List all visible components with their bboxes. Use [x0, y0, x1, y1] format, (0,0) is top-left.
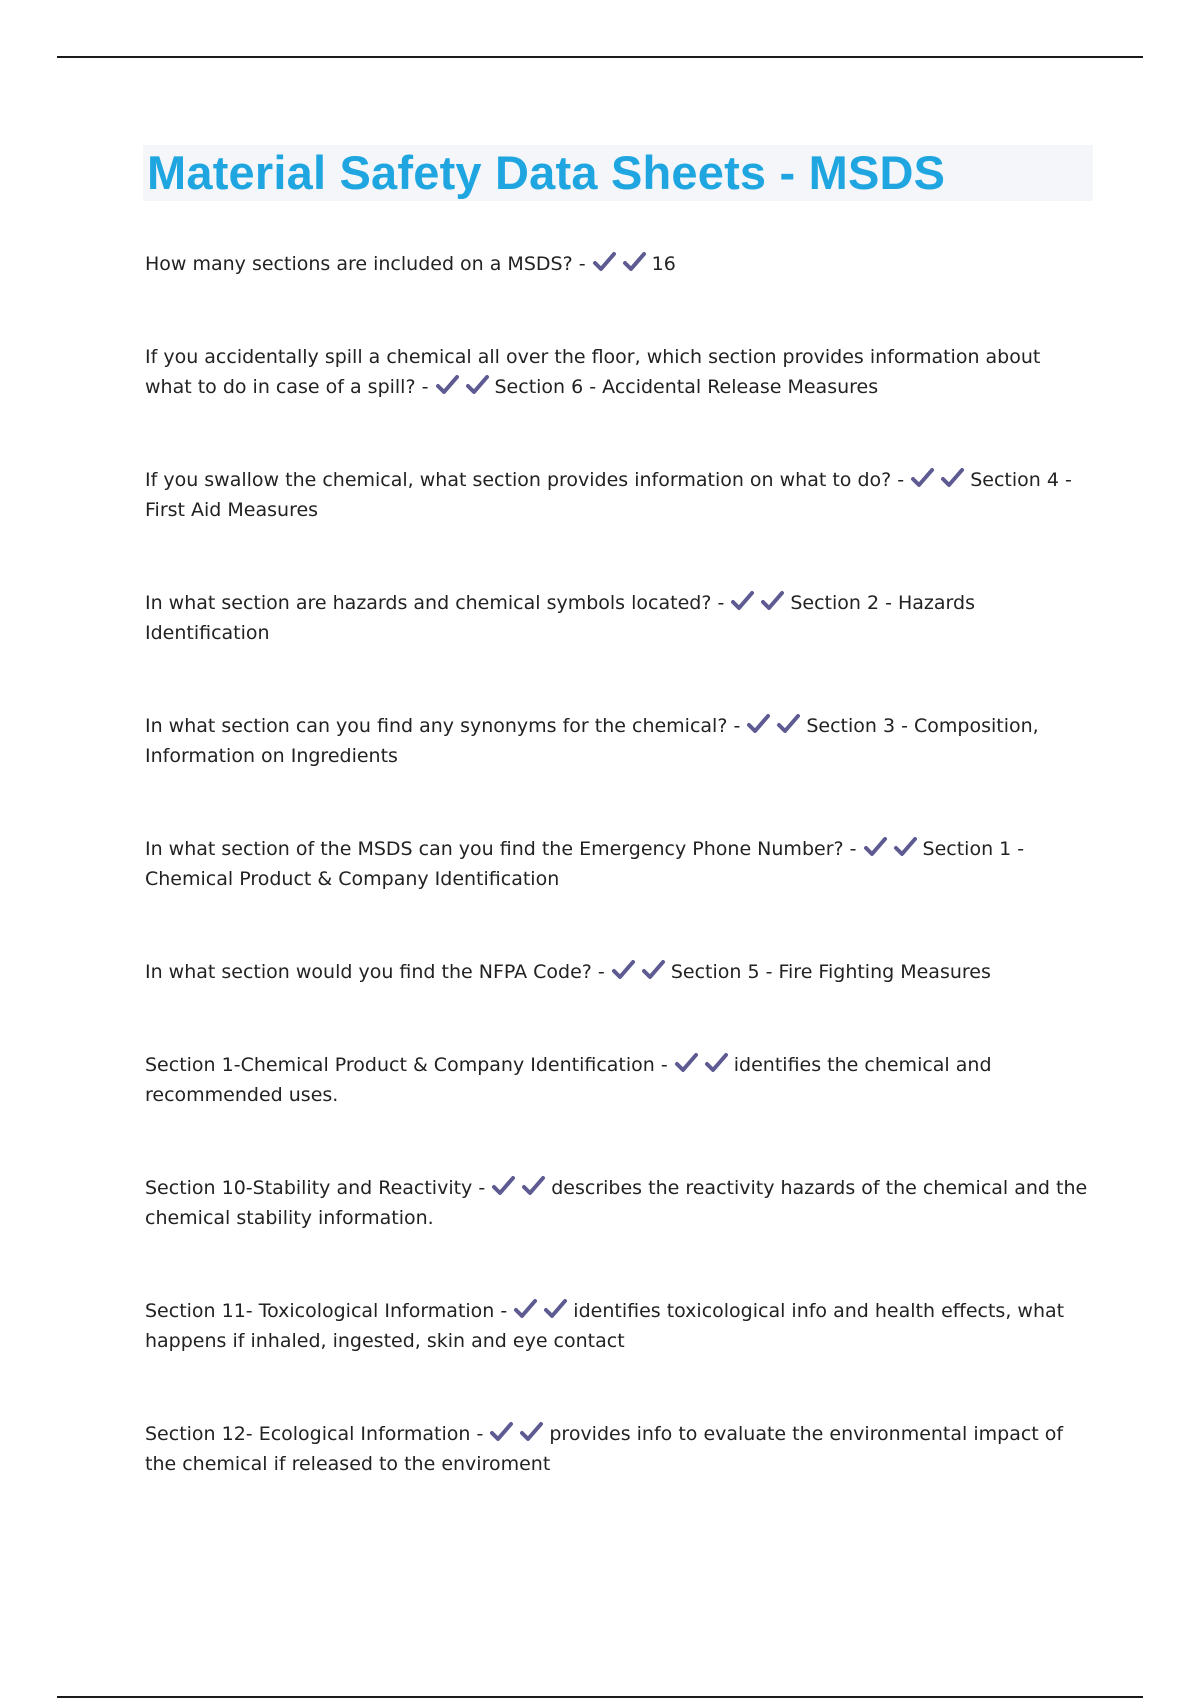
answer-text: Section 5 - Fire Fighting Measures: [670, 961, 991, 983]
answer-text: Section 6 - Accidental Release Measures: [494, 376, 879, 398]
qa-item: [145, 249, 1090, 279]
bottom-rule: [57, 1696, 1143, 1698]
checkmark-icon: [465, 374, 491, 396]
document-title: Material Safety Data Sheets - MSDS: [147, 146, 946, 199]
qa-item: [145, 1296, 1090, 1356]
title-band: [143, 145, 1093, 201]
qa-list: [143, 249, 1093, 1479]
question-text: In what section would you find the NFPA Code? -: [145, 961, 605, 983]
answer-text: identifies toxicological info and health effects, what happens if inhaled, ingested, skin and eye contact: [145, 1300, 1065, 1352]
qa-item: [145, 1419, 1090, 1479]
qa-item: [145, 1050, 1090, 1110]
checkmark-icon: [519, 1421, 545, 1443]
checkmark-icon: [730, 590, 756, 612]
question-text: If you swallow the chemical, what section provides information on what to do? -: [145, 469, 905, 491]
answer-text: 16: [651, 253, 676, 275]
qa-item: [145, 588, 1090, 648]
checkmark-icon: [521, 1175, 547, 1197]
checkmark-icon: [940, 467, 966, 489]
question-text: How many sections are included on a MSDS? -: [145, 253, 586, 275]
checkmark-icon: [491, 1175, 517, 1197]
checkmark-icon: [489, 1421, 515, 1443]
checkmark-icon: [513, 1298, 539, 1320]
checkmark-icon: [910, 467, 936, 489]
answer-text: describes the reactivity hazards of the chemical and the chemical stability information.: [145, 1177, 1088, 1229]
checkmark-icon: [704, 1052, 730, 1074]
question-text: In what section are hazards and chemical symbols located? -: [145, 592, 725, 614]
question-text: In what section of the MSDS can you find the Emergency Phone Number? -: [145, 838, 857, 860]
checkmark-icon: [641, 959, 667, 981]
question-text: Section 12- Ecological Information -: [145, 1423, 484, 1445]
document-body: [143, 145, 1093, 1542]
checkmark-icon: [760, 590, 786, 612]
checkmark-icon: [776, 713, 802, 735]
qa-item: [145, 834, 1090, 894]
question-text: In what section can you find any synonyms for the chemical? -: [145, 715, 741, 737]
question-text: Section 11- Toxicological Information -: [145, 1300, 508, 1322]
checkmark-icon: [435, 374, 461, 396]
checkmark-icon: [893, 836, 919, 858]
qa-item: [145, 465, 1090, 525]
qa-item: [145, 957, 1090, 987]
checkmark-icon: [611, 959, 637, 981]
qa-item: [145, 342, 1090, 402]
answer-text: Section 3 - Composition, Information on Ingredients: [145, 715, 1039, 767]
question-text: If you accidentally spill a chemical all over the floor, which section provides information about what to do in case of a spill? -: [145, 346, 1041, 398]
checkmark-icon: [622, 251, 648, 273]
checkmark-icon: [746, 713, 772, 735]
answer-text: identifies the chemical and recommended uses.: [145, 1054, 992, 1106]
answer-text: provides info to evaluate the environmental impact of the chemical if released to the enviroment: [145, 1423, 1064, 1475]
checkmark-icon: [543, 1298, 569, 1320]
qa-item: [145, 1173, 1090, 1233]
qa-item: [145, 711, 1090, 771]
question-text: Section 10-Stability and Reactivity -: [145, 1177, 486, 1199]
checkmark-icon: [592, 251, 618, 273]
top-rule: [57, 56, 1143, 58]
answer-text: Section 2 - Hazards Identification: [145, 592, 975, 644]
checkmark-icon: [674, 1052, 700, 1074]
checkmark-icon: [863, 836, 889, 858]
answer-text: Section 1 - Chemical Product & Company Identification: [145, 838, 1025, 890]
question-text: Section 1-Chemical Product & Company Identification -: [145, 1054, 668, 1076]
answer-text: Section 4 - First Aid Measures: [145, 469, 1072, 521]
